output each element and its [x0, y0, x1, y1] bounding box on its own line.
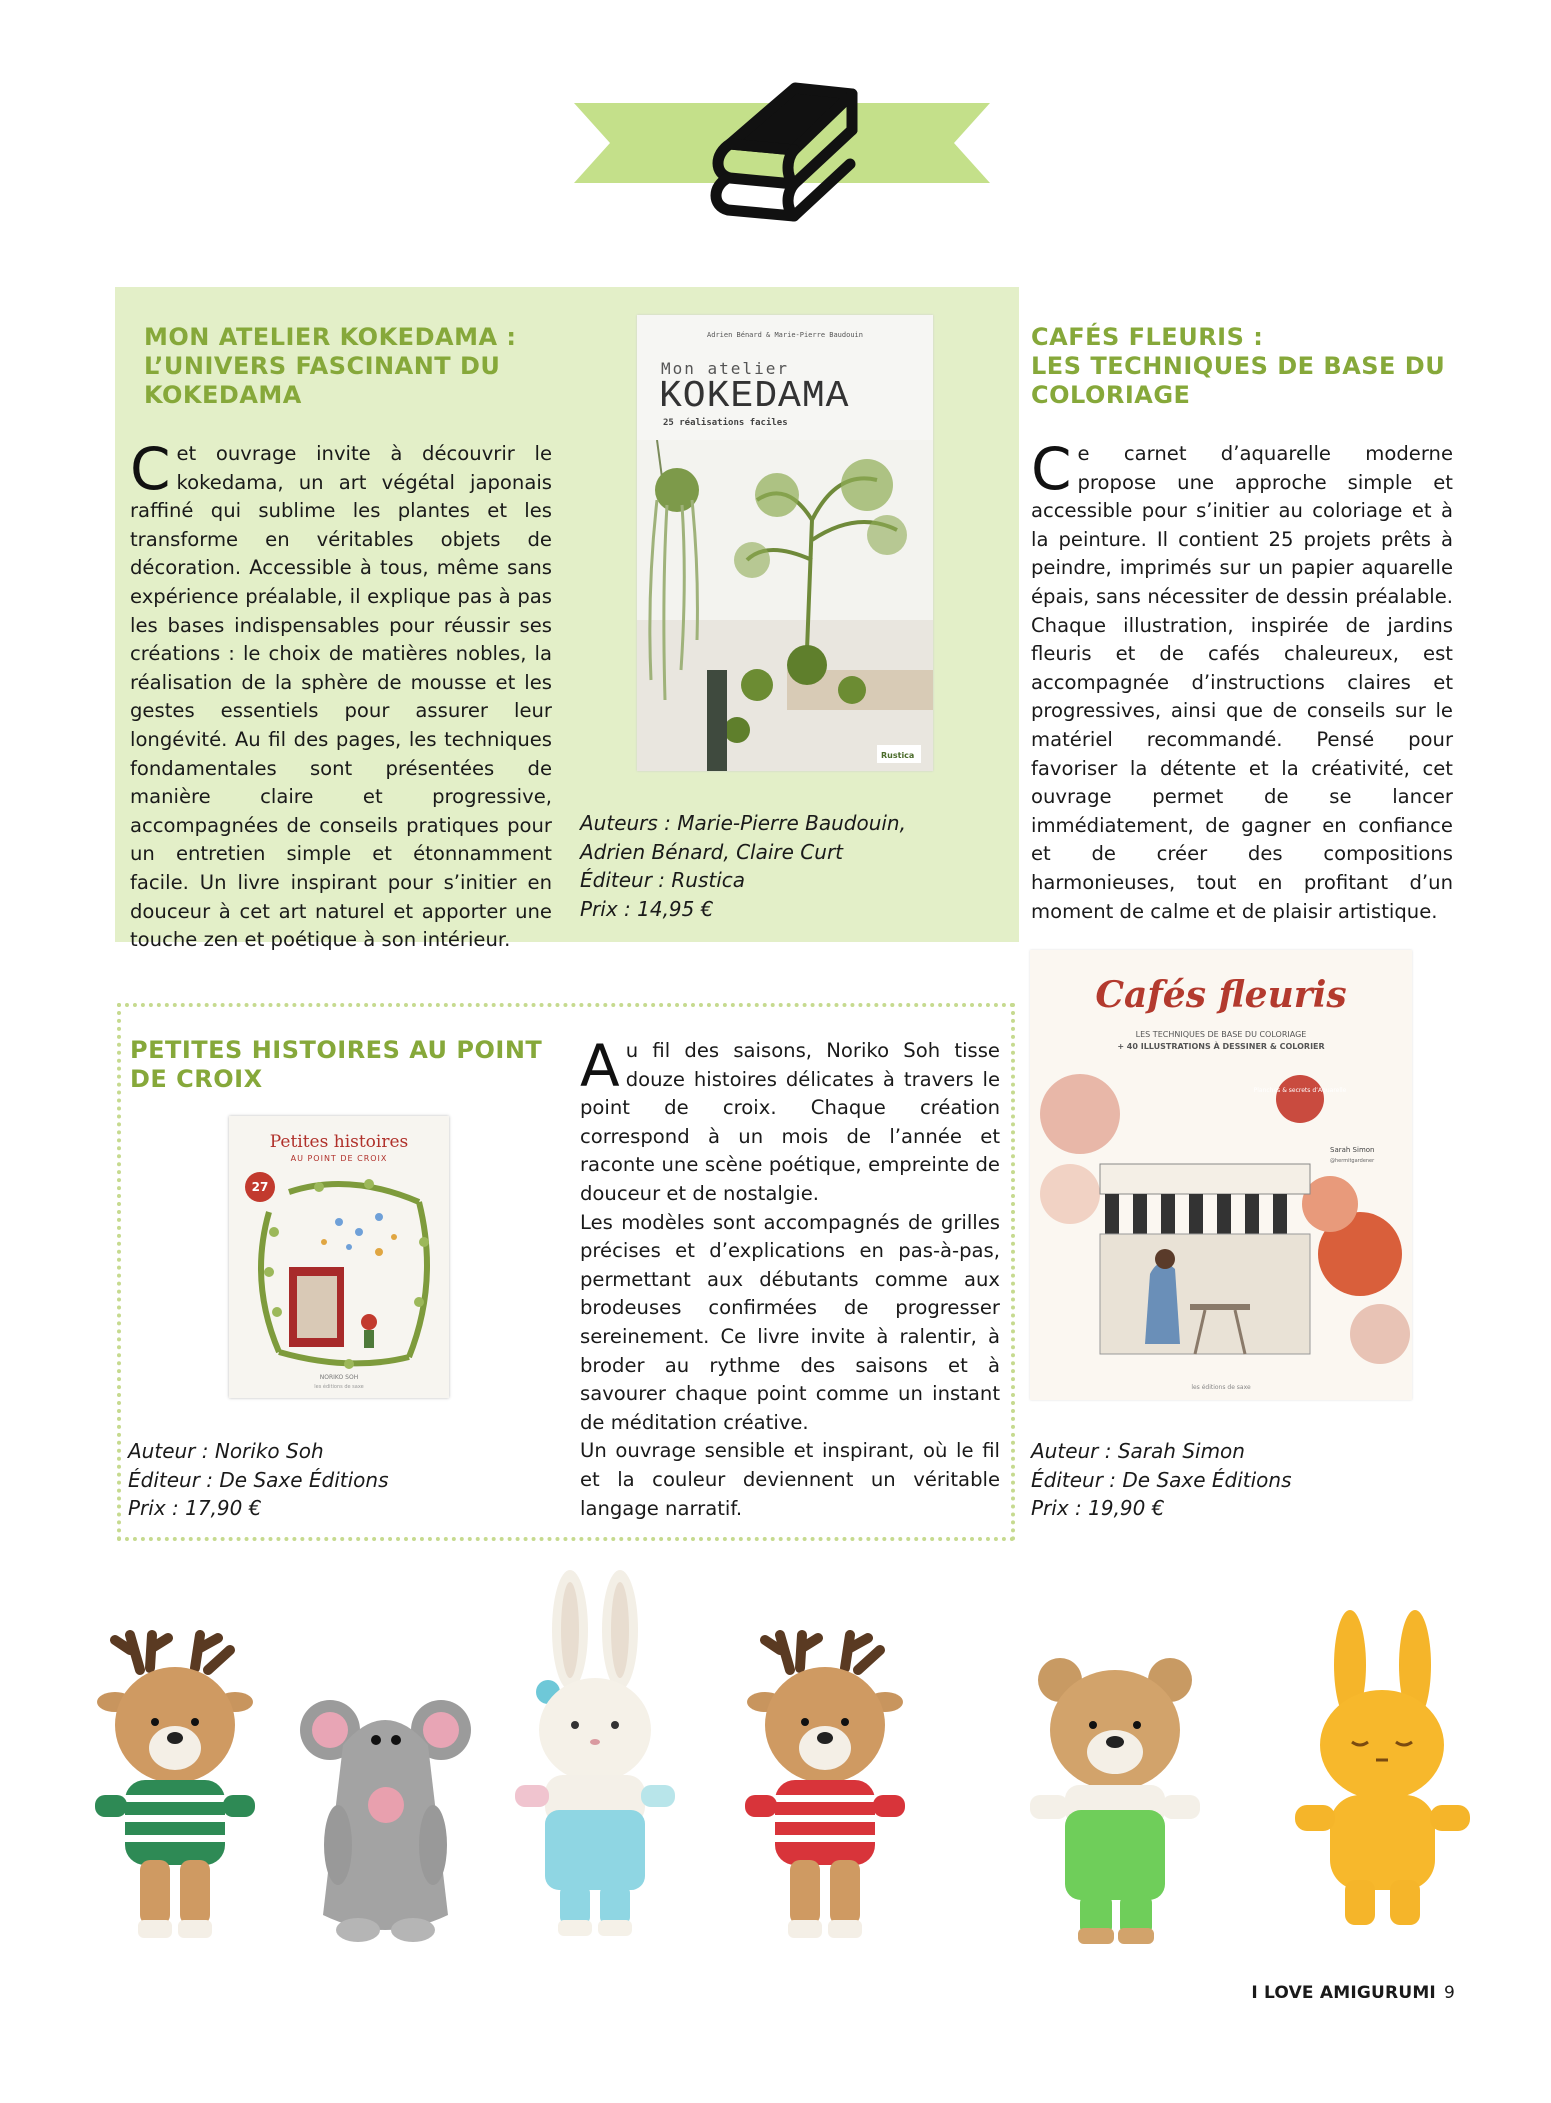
kokedama-cover-series: Mon atelier — [661, 359, 789, 378]
book3-text — [580, 1032, 1000, 1523]
petites-cover-illustration — [229, 1172, 449, 1372]
book2-meta — [1031, 1437, 1451, 1523]
cafes-cover-title: Cafés fleuris — [1095, 974, 1347, 1016]
kokedama-cover-authors: Adrien Bénard & Marie-Pierre Baudouin — [707, 331, 863, 339]
amigurumi-row — [80, 1570, 1510, 1950]
amigurumi-deer-green — [90, 1630, 260, 1950]
book3-body2: Les modèles sont accompagnés de grilles précises et d’explications en pas-à-pas, permettant aux débutants comme aux brodeuses confirmées de progresser sereinement. Ce livre invite à ralentir, à broder au rythme des saisons et à savourer chaque point comme un instant de méditation créative. — [580, 1210, 1000, 1434]
book2-title-line3: COLORIAGE — [1031, 381, 1191, 409]
kokedama-cover-subtitle: 25 réalisations faciles — [663, 418, 788, 428]
book1-authors-line1: Auteurs : Marie-Pierre Baudouin, — [580, 811, 906, 835]
cafes-cover-sub1: LES TECHNIQUES DE BASE DU COLORIAGE — [1135, 1030, 1307, 1039]
amigurumi-mouse-grey — [298, 1685, 473, 1950]
book3-dropcap: A — [580, 1032, 620, 1100]
cafes-cover-badge: Planches & secrets d’Aquarelle — [1253, 1087, 1347, 1094]
book1-title — [144, 323, 574, 410]
book2-dropcap: C — [1031, 435, 1072, 503]
petites-cover-publisher: les éditions de saxe — [314, 1384, 364, 1390]
book2-publisher: Éditeur : De Saxe Éditions — [1031, 1467, 1292, 1492]
book1-authors-line2: Adrien Bénard, Claire Curt — [580, 839, 844, 864]
book1-price: Prix : 14,95 € — [580, 896, 714, 921]
book3-body3: Un ouvrage sensible et inspirant, où le fil et la couleur deviennent un véritable langage narratif. — [580, 1439, 1000, 1520]
book1-title-line2: L’UNIVERS FASCINANT DU — [144, 352, 501, 380]
book3-body1: u fil des saisons, Noriko Soh tisse douze histoires délicates à travers le point de croix. Chaque création correspond à un mois de l’année et raconte une scène poétique, empreinte de douceur et de nostalgie. — [580, 1039, 1000, 1205]
book3-price: Prix : 17,90 € — [128, 1496, 262, 1520]
magazine-name: I LOVE AMIGURUMI — [1251, 1983, 1436, 2003]
cafes-cover-handle: @hermitgardener — [1330, 1158, 1375, 1164]
book3-author: Auteur : Noriko Soh — [128, 1439, 324, 1463]
petites-cover-badge-num: 27 — [251, 1180, 269, 1194]
book1-meta — [580, 809, 1000, 923]
amigurumi-bunny-blue — [510, 1570, 680, 1950]
page-number: 9 — [1443, 1983, 1455, 2003]
book1-text — [130, 435, 552, 955]
book2-title-line1: CAFÉS FLEURIS : — [1031, 323, 1264, 351]
book2-body: e carnet d’aquarelle moderne propose une approche simple et accessible pour s’initier au coloriage et à la peinture. Il contient 25 projets prêts à peindre, imprimés sur un papier aquarelle épais, sans nécessiter de dessin préalable. Chaque illustration, inspirée de jardins fleuris et de cafés chaleureux, est accompagnée d’instructions claires et progressives, ainsi que de conseils sur le matériel recommandé. Pensé pour favoriser la détente et la créativité, cet ouvrage permet de se lancer immédiatement, de gagner en confiance et de créer des compositions harmonieuses, tout en profitant d’un moment de calme et de plaisir artistique. — [1031, 442, 1453, 923]
book3-title-line2: DE CROIX — [130, 1065, 263, 1093]
book1-title-line1: MON ATELIER KOKEDAMA : — [144, 323, 517, 351]
book1-dropcap: C — [130, 435, 171, 503]
cafes-cover-sub2: + 40 ILLUSTRATIONS À DESSINER & COLORIER — [1117, 1042, 1325, 1051]
book2-text — [1031, 435, 1453, 926]
kokedama-cover — [637, 315, 933, 771]
kokedama-cover-publisher: Rustica — [881, 751, 915, 760]
petites-histoires-cover — [229, 1116, 449, 1398]
book2-title-line2: LES TECHNIQUES DE BASE DU — [1031, 352, 1446, 380]
book3-meta — [128, 1437, 548, 1523]
book1-body: et ouvrage invite à découvrir le kokedama, un art végétal japonais raffiné qui sublime les plantes et les transforme en véritables objets de décoration. Accessible à tous, même sans expérience préalable, il explique pas à pas les bases indispensables pour réussir ses créations : le choix de matières nobles, la réalisation de la sphère de mousse et les gestes essentiels pour assurer leur longévité. Au fil des pages, les techniques fondamentales sont présentées de manière claire et progressive, accompagnées de conseils pratiques pour un entretien simple et étonnamment facile. Un livre inspirant pour s’initier en douceur à cet art naturel et apporter une touche zen et poétique à son intérieur. — [130, 442, 552, 952]
kokedama-cover-photo — [637, 440, 933, 771]
kokedama-cover-title: KOKEDAMA — [659, 375, 850, 418]
book2-price: Prix : 19,90 € — [1031, 1496, 1165, 1520]
book1-title-line3: KOKEDAMA — [144, 381, 302, 409]
book2-title — [1031, 323, 1461, 410]
book2-author: Auteur : Sarah Simon — [1031, 1439, 1245, 1463]
petites-cover-author: NORIKO SOH — [319, 1374, 359, 1381]
books-icon — [700, 74, 865, 224]
amigurumi-deer-red — [740, 1630, 910, 1950]
cafes-cover-author: Sarah Simon — [1330, 1146, 1375, 1154]
page-footer — [1251, 1983, 1455, 2003]
cafes-cover-illustration — [1030, 1054, 1412, 1400]
cafes-fleuris-cover — [1030, 950, 1412, 1400]
book1-publisher: Éditeur : Rustica — [580, 868, 746, 892]
cafes-cover-publisher: les éditions de saxe — [1191, 1384, 1251, 1391]
book3-publisher: Éditeur : De Saxe Éditions — [128, 1467, 389, 1492]
petites-cover-subtitle: AU POINT DE CROIX — [290, 1154, 388, 1163]
book3-title — [130, 1036, 570, 1094]
petites-cover-title: Petites histoires — [269, 1132, 409, 1152]
amigurumi-bunny-yellow — [1290, 1610, 1475, 1940]
book3-title-line1: PETITES HISTOIRES AU POINT — [130, 1036, 543, 1064]
amigurumi-bear-green — [1025, 1640, 1205, 1950]
